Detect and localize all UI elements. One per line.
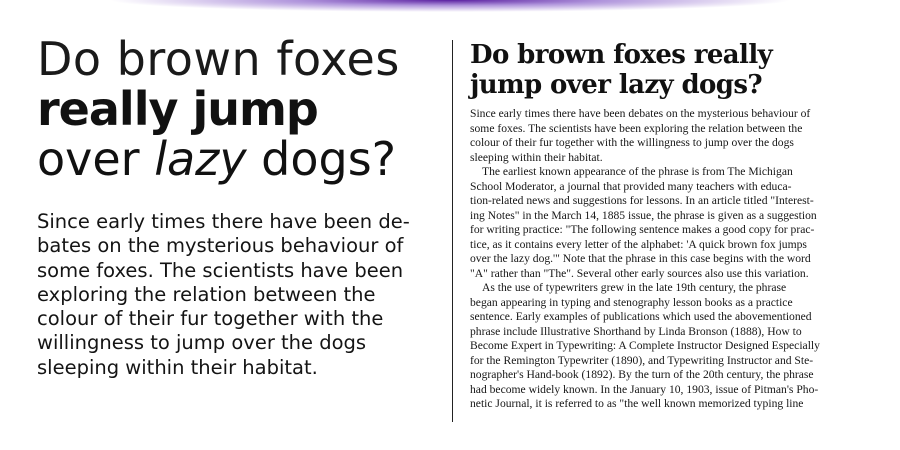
article-line: netic Journal, it is referred to as "the well known memorized typing line bbox=[470, 397, 804, 410]
article-line: over the lazy dog.'" Note that the phrase in this case begins with the word bbox=[470, 252, 811, 265]
specimen-paragraph bbox=[37, 210, 437, 380]
paragraph-line: Since early times there have been de- bbox=[37, 210, 410, 233]
paragraph-line: some foxes. The scientists have been bbox=[37, 258, 404, 282]
headline-line-2: really jump bbox=[37, 82, 318, 136]
headline-line-3-post: dogs? bbox=[246, 132, 397, 186]
article-line: sentence. Early examples of publications which used the abovementioned bbox=[470, 310, 812, 323]
specimen-headline bbox=[37, 34, 437, 184]
article-body bbox=[470, 107, 870, 412]
article-line: some foxes. The scientists have been exploring the relation between the bbox=[470, 121, 803, 135]
article-title-line: jump over lazy dogs? bbox=[470, 70, 763, 100]
article-line: As the use of typewriters grew in the late 19th century, the phrase bbox=[482, 281, 787, 294]
paragraph-line: exploring the relation between the bbox=[37, 282, 376, 306]
article-title-line: Do brown foxes really bbox=[470, 40, 773, 70]
article-line: phrase include Illustrative Shorthand by Linda Bronson (1888), How to bbox=[470, 324, 802, 338]
article-line: The earliest known appearance of the phrase is from The Michigan bbox=[482, 165, 793, 178]
article-line: ing Notes" in the March 14, 1885 issue, the phrase is given as a suggestion bbox=[470, 208, 817, 222]
specimen-left-panel bbox=[37, 34, 437, 380]
column-divider bbox=[452, 40, 453, 422]
article-line: for writing practice: "The following sentence makes a good copy for prac- bbox=[470, 223, 815, 236]
article-line: nographer's Hand-book (1892). By the turn of the 20th century, the phrase bbox=[470, 368, 814, 381]
paragraph-line: sleeping within their habitat. bbox=[37, 355, 318, 379]
paragraph-line: bates on the mysterious behaviour of bbox=[37, 234, 404, 258]
article-line: Become Expert in Typewriting: A Complete Instructor Designed Especially bbox=[470, 339, 820, 352]
article-right-panel bbox=[470, 40, 870, 412]
top-glow-decoration bbox=[0, 0, 900, 14]
paragraph-line: willingness to jump over the dogs bbox=[37, 331, 367, 355]
article-line: "A" rather than "The". Several other early sources also use this variation. bbox=[470, 266, 809, 280]
article-line: for the Remington Typewriter (1890), and Typewriting Instructor and Ste- bbox=[470, 353, 814, 367]
headline-line-3-pre: over bbox=[37, 132, 155, 186]
headline-italic-word: lazy bbox=[154, 132, 247, 186]
headline-line-3 bbox=[37, 134, 437, 184]
article-line: tice, as it contains every letter of the alphabet: 'A quick brown fox jumps bbox=[470, 237, 807, 251]
article-line: colour of their fur together with the willingness to jump over the dogs bbox=[470, 136, 794, 149]
article-title bbox=[470, 40, 870, 100]
article-line: began appearing in typing and stenography lesson books as a practice bbox=[470, 295, 793, 309]
paragraph-line: colour of their fur together with the bbox=[37, 307, 384, 331]
article-line: Since early times there have been debates on the mysterious behaviour of bbox=[470, 107, 811, 120]
article-line: had become widely known. In the January 10, 1903, issue of Pitman's Pho- bbox=[470, 382, 819, 396]
article-line: tion-related news and suggestions for lessons. In an article titled "Interest- bbox=[470, 194, 814, 207]
headline-line-1: Do brown foxes bbox=[37, 32, 400, 86]
article-line: School Moderator, a journal that provided many teachers with educa- bbox=[470, 179, 792, 193]
article-line: sleeping within their habitat. bbox=[470, 150, 603, 164]
